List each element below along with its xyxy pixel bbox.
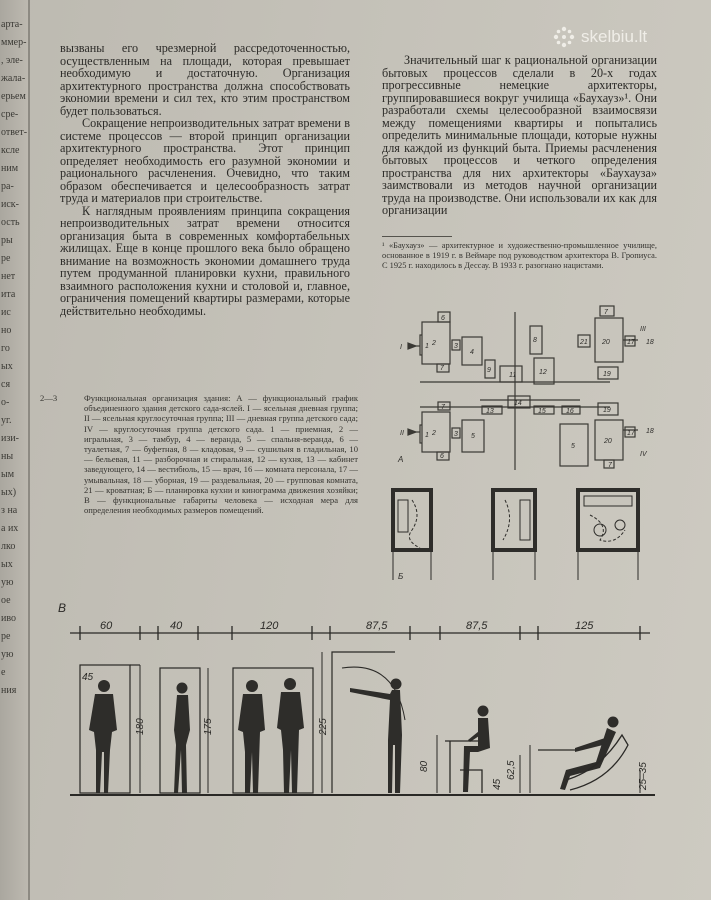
height-label-175: 175 <box>203 718 214 735</box>
svg-text:15: 15 <box>538 408 546 415</box>
margin-fragment: е <box>1 667 6 678</box>
svg-text:5: 5 <box>471 433 475 440</box>
left-paragraph-1: вызваны его чрезмерной рассредоточенностью, осуществленным на площади, которая превышает необходимую и достаточную. Организация архитектурного пространства должна способствовать экономии времени и сил тех, кто этим пространством будет пользоваться. <box>60 41 350 118</box>
svg-text:19: 19 <box>603 407 611 414</box>
margin-fragment: ис <box>1 307 11 318</box>
svg-text:18: 18 <box>646 339 654 346</box>
svg-text:7: 7 <box>604 309 608 316</box>
svg-text:3: 3 <box>454 431 458 438</box>
margin-fragment: ую <box>1 649 14 660</box>
svg-text:5: 5 <box>571 443 575 450</box>
margin-fragment: ны <box>1 451 14 462</box>
caption-number: 2—3 <box>40 393 58 403</box>
svg-text:III: III <box>640 326 646 333</box>
margin-fragment: а их <box>1 523 19 534</box>
width-label-3: 120 <box>260 620 279 632</box>
svg-text:17: 17 <box>627 339 635 346</box>
svg-text:18: 18 <box>646 428 654 435</box>
margin-fragment: ответ- <box>1 127 28 138</box>
width-label-5: 87,5 <box>466 620 488 632</box>
svg-text:8: 8 <box>533 337 537 344</box>
left-paragraph-2: Сокращение непроизводительных затрат времени в системе процессов — второй принцип организации архитектурного пространства. Этот принцип определяет необходимость его разумной экономии и рационального расчленения. Очевидно, что таким образом обеспечивается и целесообразность затрат труда и материалов при строительстве. <box>60 116 350 205</box>
svg-text:4: 4 <box>470 349 474 356</box>
head-width-label: 45 <box>82 672 94 683</box>
svg-text:IV: IV <box>640 451 647 458</box>
margin-fragment: з на <box>1 505 18 516</box>
margin-fragment: уг. <box>1 415 12 426</box>
margin-fragment: иск- <box>1 199 19 210</box>
svg-text:2: 2 <box>432 340 436 347</box>
margin-fragment: ре <box>1 631 11 642</box>
svg-text:I: I <box>400 344 402 351</box>
margin-fragment: ним <box>1 163 19 174</box>
svg-text:14: 14 <box>514 400 522 407</box>
height-label-225: 225 <box>318 718 329 735</box>
footnote-text: ¹ «Баухауз» — архитектурное и художественно-промышленное училище, основанное в 1919 г. в Веймаре под руководством архитектора В. Гропиуса. С 1925 г. находилось в Дессау. В 1933 г. разогнано нацистами. <box>382 241 657 270</box>
svg-text:7: 7 <box>440 365 444 372</box>
svg-text:II: II <box>400 430 404 437</box>
margin-fragment: ры <box>1 235 13 246</box>
svg-text:20: 20 <box>602 339 610 346</box>
margin-fragment: ния <box>1 685 17 696</box>
width-label-2: 40 <box>170 620 183 632</box>
width-label-1: 60 <box>100 620 113 632</box>
margin-fragment: о- <box>1 397 10 408</box>
margin-fragment: но <box>1 325 12 336</box>
margin-fragment: ерьем <box>1 91 26 102</box>
svg-text:2: 2 <box>432 430 436 437</box>
margin-fragment: ую <box>1 577 14 588</box>
svg-text:19: 19 <box>603 371 611 378</box>
height-label-45: 45 <box>492 778 503 790</box>
height-label-seat: 80 <box>419 760 430 772</box>
svg-text:1: 1 <box>425 432 429 439</box>
svg-text:6: 6 <box>440 453 444 460</box>
margin-fragment: ре <box>1 253 11 264</box>
margin-fragment: го <box>1 343 10 354</box>
caption-text: Функциональная организация здания: А — функциональный график объединенного здания детского сада-яслей. I — ясельная дневная группа; II — ясельная круглосуточная группа; III — дневная группа детского сада; IV — круглосуточная группа детского сада. 1 — приемная, 2 — игральная, 3 — тамбур, 4 — веранда, 5 — спальня-веранда, 6 — туалетная, 7 — буфетная, 8 — кладовая, 9 — сушильня в гладильная, 10 — бельевая, 11 — разборочная и стиральная, 12 — кухня, 13 — кабинет заведующего, 14 — вестибюль, 15 — врач, 16 — комната персонала, 17 — умывальная, 18 — уборная, 19 — раздевальная, 20 — групповая комната, 21 — кроватная; Б — планировка кухни и кинограмма движения хозяйки; В — функциональные габариты человека — исходная мера для определения необходимых размеров помещений. <box>84 393 358 516</box>
height-label-180: 180 <box>135 718 146 735</box>
margin-fragment: ра- <box>1 181 14 192</box>
margin-fragment: ость <box>1 217 20 228</box>
margin-fragment: иво <box>1 613 17 624</box>
margin-fragment: изи- <box>1 433 19 444</box>
svg-text:7: 7 <box>441 404 445 411</box>
svg-text:3: 3 <box>454 343 458 350</box>
margin-fragment: ита <box>1 289 16 300</box>
svg-text:16: 16 <box>566 408 574 415</box>
margin-fragment: ых <box>1 559 13 570</box>
svg-text:11: 11 <box>509 372 517 379</box>
width-label-6: 125 <box>575 620 594 632</box>
diagram-b-label: Б <box>398 572 404 581</box>
height-label-25-35: 25–35 <box>638 762 649 790</box>
margin-fragment: ксле <box>1 145 20 156</box>
margin-fragment: ммер- <box>1 37 27 48</box>
svg-text:21: 21 <box>580 339 588 346</box>
svg-text:1: 1 <box>425 343 429 350</box>
margin-fragment: сре- <box>1 109 19 120</box>
margin-fragment: жала- <box>1 73 26 84</box>
margin-fragment: ых) <box>1 487 17 498</box>
svg-text:6: 6 <box>441 315 445 322</box>
margin-fragment: лко <box>1 541 16 552</box>
width-label-4: 87,5 <box>366 620 388 632</box>
left-paragraph-3: К наглядным проявлениям принципа сокращения непроизводительных затрат времени относится организация быта в современных комфортабельных жилищах. Еще в конце прошлого века было обращено внимание на возможность экономии домашнего труда путем продуманной планировки кухни, правильного взаимного расположения кухни и столовой и, главное, ограничения помещений квартиры размерами, которые действительно необходимы. <box>60 203 350 318</box>
diagram-v-label: В <box>58 601 67 615</box>
height-label-625: 62,5 <box>506 760 517 780</box>
svg-text:17: 17 <box>627 430 635 437</box>
svg-text:7: 7 <box>608 462 612 469</box>
svg-text:12: 12 <box>539 369 547 376</box>
margin-fragment: нет <box>1 271 16 282</box>
watermark-text: skelbiu.lt <box>581 27 648 46</box>
right-paragraph-1: Значительный шаг к рациональной организации бытовых процессов сделали в 20-х годах прогрессивные немецкие архитекторы, группировавшиеся вокруг училища «Баухауз»¹. Они разработали схемы целесообразной взаимосвязи между помещениями квартиры и попытались определить минимальные площади, которые нужны для каждой из функций быта. Приемы расчленения бытовых процессов и четкого определения пространства для них архитекторы «Баухауза» заимствовали из методов научной организации труда на производстве. Они использовали их как для организации <box>382 53 657 217</box>
margin-fragment: ое <box>1 595 11 606</box>
margin-fragment: арта- <box>1 19 23 30</box>
svg-text:20: 20 <box>604 438 612 445</box>
diagram-a-label: А <box>398 455 404 464</box>
margin-fragment: ым <box>1 469 15 480</box>
margin-fragment: ся <box>1 379 11 390</box>
margin-fragment: ых <box>1 361 13 372</box>
svg-text:13: 13 <box>486 408 494 415</box>
margin-fragment: , эле- <box>1 55 23 66</box>
svg-text:9: 9 <box>487 367 491 374</box>
